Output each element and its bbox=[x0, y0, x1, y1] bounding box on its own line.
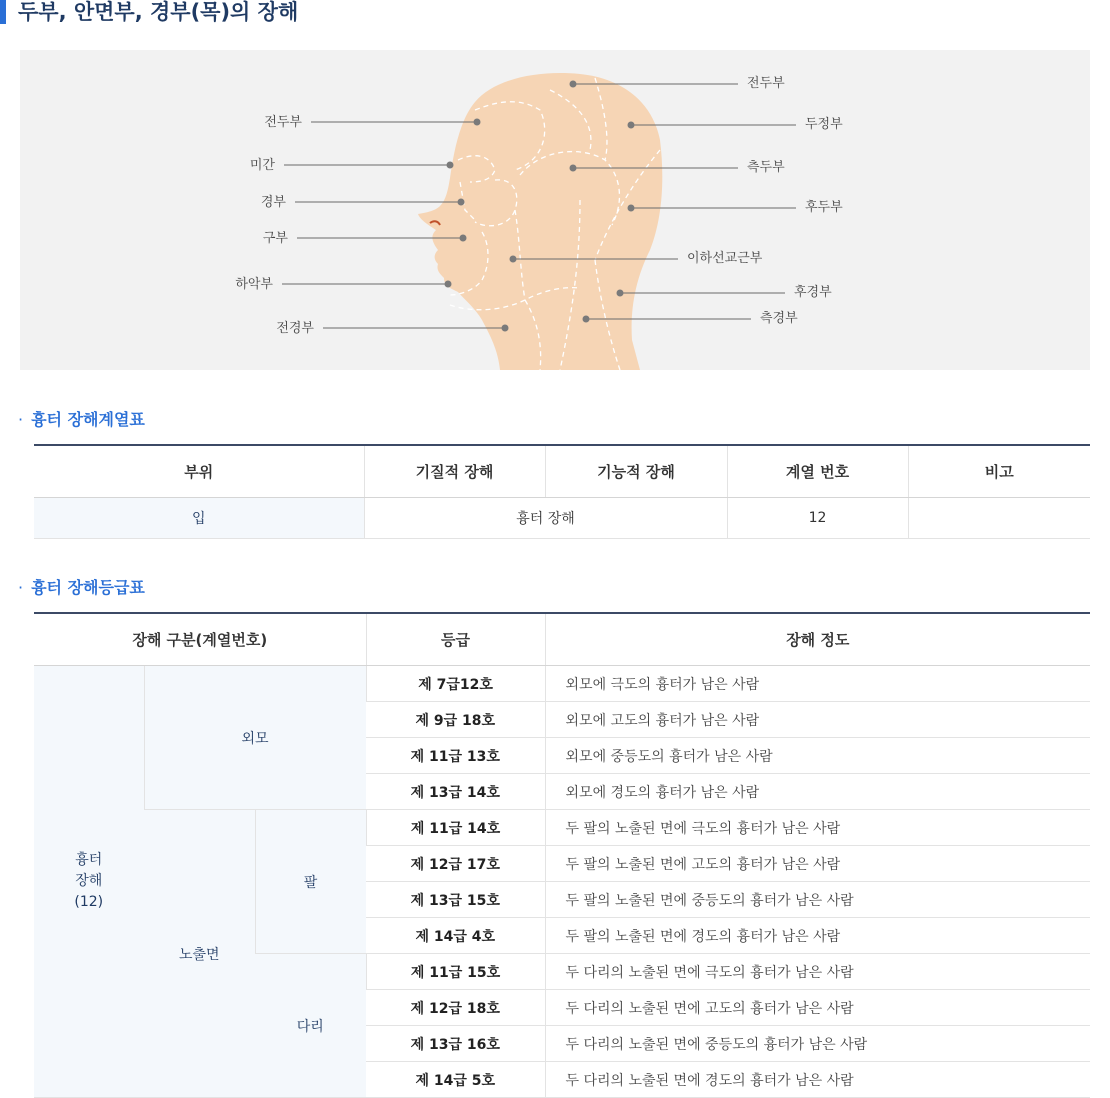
grade-cell: 제 11급 14호 bbox=[366, 810, 545, 846]
group-appearance: 외모 bbox=[144, 666, 366, 810]
grade-cell: 제 7급12호 bbox=[366, 666, 545, 702]
grade-cell: 제 13급 14호 bbox=[366, 774, 545, 810]
head-illustration bbox=[20, 50, 1090, 370]
grade-cell: 제 12급 17호 bbox=[366, 846, 545, 882]
grade-cell: 제 14급 5호 bbox=[366, 1062, 545, 1098]
header-series-no: 계열 번호 bbox=[727, 445, 908, 498]
desc-cell: 외모에 극도의 흉터가 남은 사람 bbox=[545, 666, 1090, 702]
page-title: 두부, 안면부, 경부(목)의 장해 bbox=[18, 0, 299, 24]
section-title-series-text: 흉터 장해계열표 bbox=[31, 410, 145, 429]
head-silhouette bbox=[418, 73, 662, 370]
label-right-parietal: 두정부 bbox=[805, 117, 843, 132]
grade-cell: 제 13급 16호 bbox=[366, 1026, 545, 1062]
desc-cell: 두 다리의 노출된 면에 중등도의 흉터가 남은 사람 bbox=[545, 1026, 1090, 1062]
header-organic: 기질적 장해 bbox=[364, 445, 545, 498]
head-region-diagram bbox=[20, 50, 1090, 370]
category-cell: 흉터 장해 (12) bbox=[34, 666, 144, 1098]
table-row bbox=[34, 810, 1090, 846]
header-part: 부위 bbox=[34, 445, 364, 498]
header-functional: 기능적 장해 bbox=[545, 445, 727, 498]
label-left-jaw: 하악부 bbox=[235, 277, 273, 292]
grade-cell: 제 14급 4호 bbox=[366, 918, 545, 954]
desc-cell: 두 팔의 노출된 면에 경도의 흉터가 남은 사람 bbox=[545, 918, 1090, 954]
grade-cell: 제 9급 18호 bbox=[366, 702, 545, 738]
label-left-anterior-neck: 전경부 bbox=[276, 321, 314, 336]
scar-series-table bbox=[34, 444, 1090, 539]
subgroup-arm: 팔 bbox=[255, 810, 366, 954]
label-right-parotid: 이하선교근부 bbox=[687, 251, 763, 266]
section-title-series bbox=[18, 407, 145, 430]
label-right-occipital: 후두부 bbox=[805, 200, 843, 215]
table-row bbox=[34, 498, 1090, 539]
scar-grade-table bbox=[34, 612, 1090, 1098]
table-row bbox=[34, 666, 1090, 702]
desc-cell: 외모에 경도의 흉터가 남은 사람 bbox=[545, 774, 1090, 810]
desc-cell: 두 다리의 노출된 면에 경도의 흉터가 남은 사람 bbox=[545, 1062, 1090, 1098]
label-left-frontal: 전두부 bbox=[264, 115, 302, 130]
bullet-icon: · bbox=[18, 410, 24, 429]
header-degree: 장해 정도 bbox=[545, 613, 1090, 666]
bullet-icon: · bbox=[18, 578, 24, 597]
grade-cell: 제 12급 18호 bbox=[366, 990, 545, 1026]
desc-cell: 두 다리의 노출된 면에 극도의 흉터가 남은 사람 bbox=[545, 954, 1090, 990]
desc-cell: 외모에 중등도의 흉터가 남은 사람 bbox=[545, 738, 1090, 774]
section-title-grade bbox=[18, 575, 145, 598]
cell-series: 12 bbox=[727, 498, 908, 539]
label-left-cheek: 경부 bbox=[260, 195, 286, 210]
grade-cell: 제 13급 15호 bbox=[366, 882, 545, 918]
section-title-grade-text: 흉터 장해등급표 bbox=[31, 578, 145, 597]
desc-cell: 두 팔의 노출된 면에 중등도의 흉터가 남은 사람 bbox=[545, 882, 1090, 918]
subgroup-leg: 다리 bbox=[255, 954, 366, 1098]
label-right-temporal: 측두부 bbox=[747, 160, 785, 175]
table-header-row bbox=[34, 613, 1090, 666]
desc-cell: 두 팔의 노출된 면에 고도의 흉터가 남은 사람 bbox=[545, 846, 1090, 882]
group-exposed: 노출면 bbox=[144, 810, 255, 1098]
title-accent-bar bbox=[0, 0, 6, 24]
header-note: 비고 bbox=[908, 445, 1090, 498]
table-header-row bbox=[34, 445, 1090, 498]
label-left-mouth: 구부 bbox=[262, 231, 288, 246]
header-grade: 등급 bbox=[366, 613, 545, 666]
desc-cell: 두 다리의 노출된 면에 고도의 흉터가 남은 사람 bbox=[545, 990, 1090, 1026]
desc-cell: 두 팔의 노출된 면에 극도의 흉터가 남은 사람 bbox=[545, 810, 1090, 846]
label-right-frontal: 전두부 bbox=[747, 76, 785, 91]
cell-part: 입 bbox=[34, 498, 364, 539]
cell-note bbox=[908, 498, 1090, 539]
desc-cell: 외모에 고도의 흉터가 남은 사람 bbox=[545, 702, 1090, 738]
label-right-lateral-neck: 측경부 bbox=[760, 311, 798, 326]
grade-cell: 제 11급 15호 bbox=[366, 954, 545, 990]
label-right-posterior-neck: 후경부 bbox=[794, 285, 832, 300]
label-left-glabella: 미간 bbox=[249, 158, 275, 173]
grade-cell: 제 11급 13호 bbox=[366, 738, 545, 774]
header-category: 장해 구분(계열번호) bbox=[34, 613, 366, 666]
cell-disability: 흉터 장해 bbox=[364, 498, 727, 539]
